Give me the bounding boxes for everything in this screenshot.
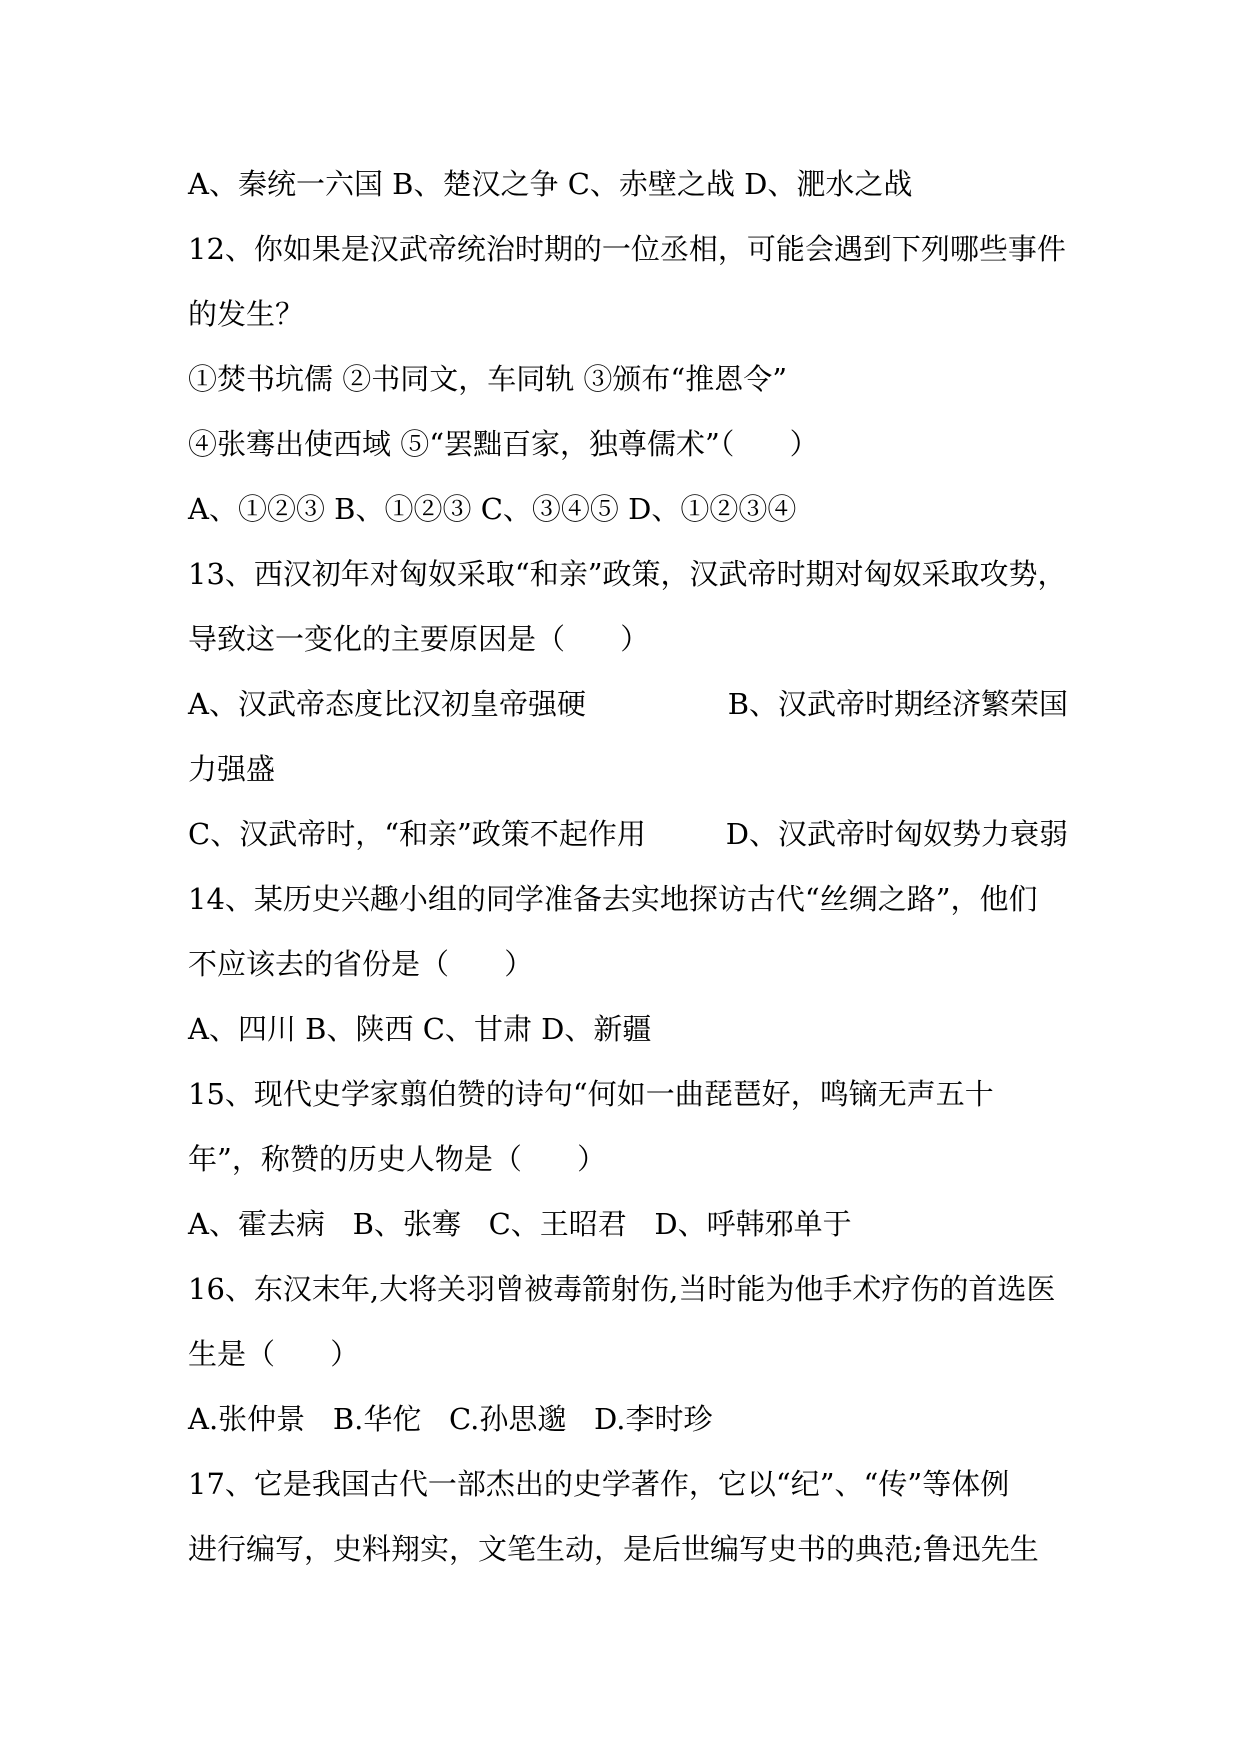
q15-stem-line-1: 15、现代史学家翦伯赞的诗句“何如一曲琵琶好，鸣镝无声五十 — [188, 1077, 994, 1111]
q12-stem-line-2: 的发生？ — [188, 297, 305, 331]
q12-items-2: ④张骞出使西域 ⑤“罢黜百家，独尊儒术”（ ） — [188, 427, 819, 461]
q13-option-a: A、汉武帝态度比汉初皇帝强硬 — [188, 687, 586, 721]
document-page — [188, 152, 1068, 1582]
q12-options: A、①②③ B、①②③ C、③④⑤ D、①②③④ — [188, 492, 797, 526]
q14-options: A、四川 B、陕西 C、甘肃 D、新疆 — [188, 1012, 652, 1046]
q15-options: A、霍去病 B、张骞 C、王昭君 D、呼韩邪单于 — [188, 1207, 852, 1241]
q13-option-d: D、汉武帝时匈奴势力衰弱 — [725, 817, 1068, 851]
q13-option-c: C、汉武帝时，“和亲”政策不起作用 — [188, 817, 646, 851]
q11-options: A、秦统一六国 B、楚汉之争 C、赤壁之战 D、淝水之战 — [188, 167, 913, 201]
q13-options-ab — [188, 672, 1068, 737]
q13-stem-line-2: 导致这一变化的主要原因是（ ） — [188, 622, 650, 656]
q12-stem-line-1: 12、你如果是汉武帝统治时期的一位丞相，可能会遇到下列哪些事件 — [188, 232, 1066, 266]
q13-option-b-continued: 力强盛 — [188, 752, 276, 786]
q14-stem-line-2: 不应该去的省份是（ ） — [188, 947, 534, 981]
q15-stem-line-2: 年”，称赞的历史人物是（ ） — [188, 1142, 607, 1176]
q12-items-1: ①焚书坑儒 ②书同文，车同轨 ③颁布“推恩令” — [188, 362, 788, 396]
q14-stem-line-1: 14、某历史兴趣小组的同学准备去实地探访古代“丝绸之路”，他们 — [188, 882, 1038, 916]
q13-stem-line-1: 13、西汉初年对匈奴采取“和亲”政策，汉武帝时期对匈奴采取攻势， — [188, 557, 1067, 591]
q13-option-b: B、汉武帝时期经济繁荣国 — [727, 687, 1068, 721]
q17-stem-line-2: 进行编写，史料翔实，文笔生动，是后世编写史书的典范;鲁迅先生 — [188, 1532, 1039, 1566]
q16-stem-line-1: 16、东汉末年,大将关羽曾被毒箭射伤,当时能为他手术疗伤的首选医 — [188, 1272, 1056, 1306]
q16-stem-line-2: 生是（ ） — [188, 1337, 360, 1371]
q16-options: A.张仲景 B.华佗 C.孙思邈 D.李时珍 — [188, 1402, 713, 1436]
q13-options-cd — [188, 802, 1068, 867]
q17-stem-line-1: 17、它是我国古代一部杰出的史学著作，它以“纪”、“传”等体例 — [188, 1467, 1010, 1501]
